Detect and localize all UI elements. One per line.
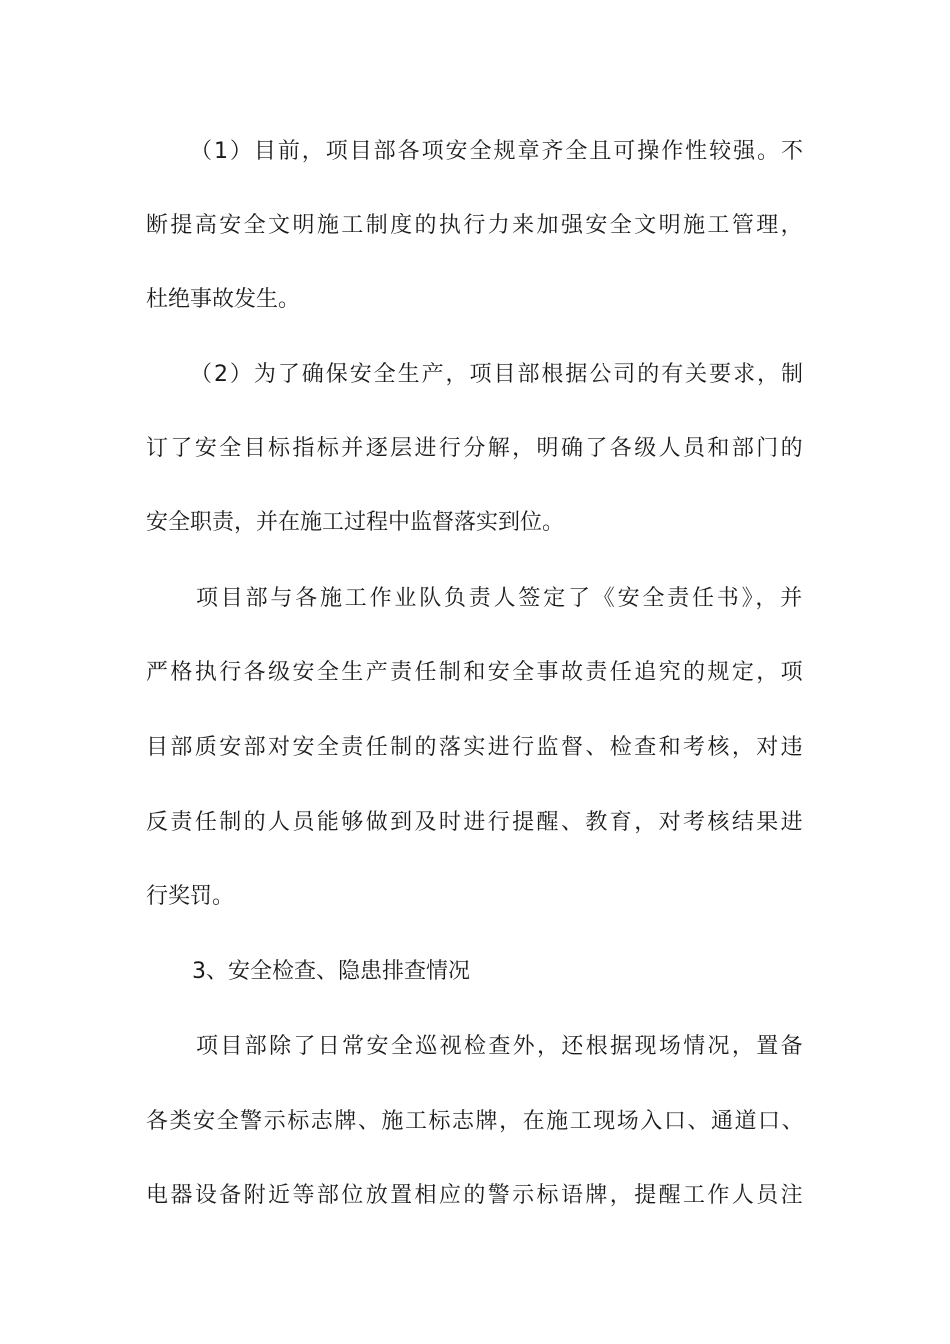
paragraph-3-line-5: 行奖罚。 (146, 884, 235, 909)
paragraph-1-line-1: （1）目前，项目部各项安全规章齐全且可操作性较强。不 (190, 139, 805, 164)
text-line (0, 355, 950, 395)
text-line (0, 803, 950, 843)
paragraph-2-line-2: 订了安全目标指标并逐层进行分解，明确了各级人员和部门的 (146, 436, 806, 461)
text-line (0, 280, 950, 320)
section-heading (0, 952, 950, 992)
section-heading-text: 3、安全检查、隐患排查情况 (192, 959, 470, 984)
text-line (0, 1102, 950, 1142)
paragraph-1-line-3: 杜绝事故发生。 (146, 287, 301, 312)
text-line (0, 579, 950, 619)
paragraph-3-line-1: 项目部与各施工作业队负责人签定了《安全责任书》，并 (196, 586, 806, 611)
text-line (0, 429, 950, 469)
text-line (0, 653, 950, 693)
text-line (0, 1176, 950, 1216)
paragraph-4-line-3: 电器设备附近等部位放置相应的警示标语牌，提醒工作人员注 (146, 1183, 806, 1208)
text-line (0, 728, 950, 768)
text-line (0, 503, 950, 543)
paragraph-4-line-1: 项目部除了日常安全巡视检查外，还根据现场情况，置备 (196, 1034, 806, 1059)
text-line (0, 132, 950, 172)
paragraph-3-line-2: 严格执行各级安全生产责任制和安全事故责任追究的规定，项 (146, 660, 806, 685)
text-line (0, 206, 950, 246)
text-line (0, 877, 950, 917)
paragraph-1-line-2: 断提高安全文明施工制度的执行力来加强安全文明施工管理， (146, 213, 806, 238)
paragraph-3-line-4: 反责任制的人员能够做到及时进行提醒、教育，对考核结果进 (146, 810, 806, 835)
paragraph-4-line-2: 各类安全警示标志牌、施工标志牌，在施工现场入口、通道口、 (146, 1109, 806, 1134)
paragraph-2-line-1: （2）为了确保安全生产，项目部根据公司的有关要求，制 (190, 362, 805, 387)
paragraph-3-line-3: 目部质安部对安全责任制的落实进行监督、检查和考核，对违 (146, 735, 806, 760)
paragraph-2-line-3: 安全职责，并在施工过程中监督落实到位。 (146, 510, 565, 535)
text-line (0, 1027, 950, 1067)
